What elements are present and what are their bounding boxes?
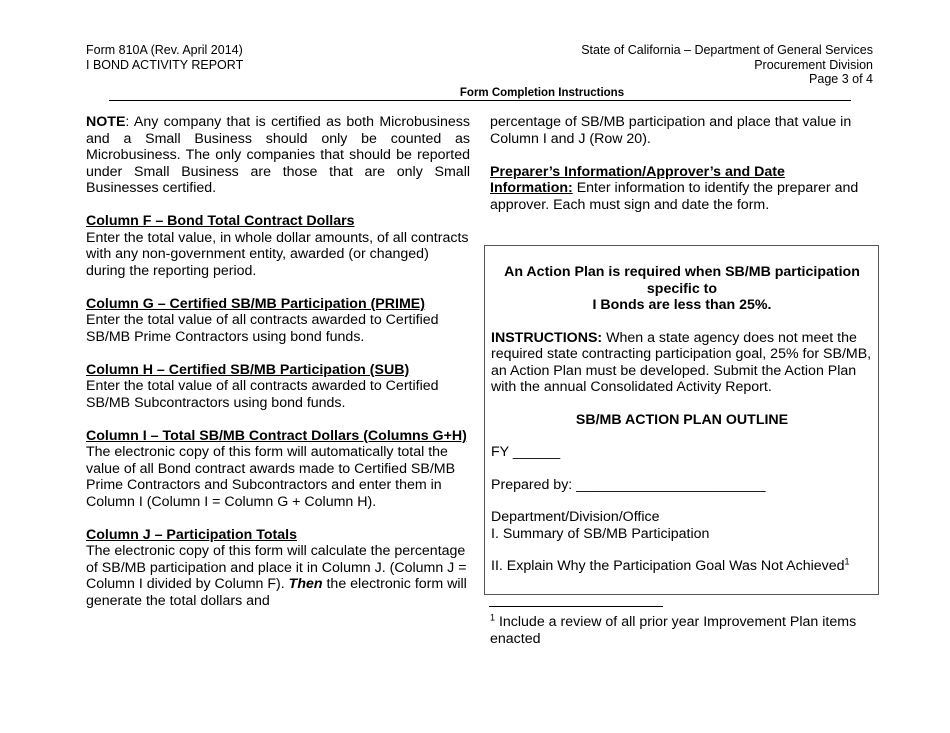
action-plan-instructions bbox=[491, 330, 873, 396]
column-g-heading: Column G – Certified SB/MB Participation (PRIME) bbox=[86, 295, 425, 312]
right-column bbox=[490, 114, 870, 230]
column-g-text: Enter the total value of all contracts awarded to Certified SB/MB Prime Contractors using bond funds. bbox=[86, 312, 439, 345]
note-paragraph bbox=[86, 114, 470, 197]
column-i-text: The electronic copy of this form will automatically total the value of all Bond contract awards made to Certified SB/MB Prime Contractors and Subcontractors and enter them in Column I (Column I = Column G + Column H). bbox=[86, 444, 456, 510]
footnote-reference: 1 bbox=[844, 556, 850, 567]
form-number: Form 810A (Rev. April 2014) bbox=[86, 43, 243, 57]
action-plan-title-line2: specific to bbox=[646, 280, 718, 297]
division-name: Procurement Division bbox=[754, 57, 873, 72]
outline-item-2 bbox=[491, 558, 873, 575]
column-h-section bbox=[86, 362, 470, 412]
column-i-section bbox=[86, 428, 470, 511]
note-label: NOTE bbox=[86, 114, 126, 130]
prepared-by-line: Prepared by: ________________________ bbox=[491, 476, 766, 493]
preparer-heading: Preparer’s Information/Approver’s and Date Information: bbox=[490, 163, 785, 196]
left-column bbox=[86, 114, 470, 626]
column-j-continued: percentage of SB/MB participation and place that value in Column I and J (Row 20). bbox=[490, 114, 852, 147]
column-h-text: Enter the total value of all contracts awarded to Certified SB/MB Subcontractors using bond funds. bbox=[86, 378, 439, 411]
agency-name: State of California – Department of General Services bbox=[581, 43, 873, 57]
preparer-text: Enter information to identify the preparer and approver. Each must sign and date the form. bbox=[490, 180, 859, 213]
column-g-section bbox=[86, 296, 470, 346]
column-j-heading: Column J – Participation Totals bbox=[86, 526, 298, 543]
form-title: I BOND ACTIVITY REPORT bbox=[86, 57, 244, 72]
column-j-text: The electronic copy of this form will calculate the percentage of SB/MB participation and place it in Column J. (Column J = Column I divided by Column F). bbox=[86, 543, 467, 592]
preparer-section bbox=[490, 164, 870, 214]
column-j-text-continued: the electronic form will generate the total dollars and bbox=[86, 576, 467, 609]
action-plan-box bbox=[484, 245, 879, 595]
footnote-divider bbox=[489, 606, 663, 607]
outline-item-1: I. Summary of SB/MB Participation bbox=[491, 525, 710, 542]
section-title: Form Completion Instructions bbox=[459, 87, 625, 99]
fy-line: FY ______ bbox=[491, 444, 561, 460]
form-header-left bbox=[86, 43, 243, 72]
column-j-then: Then bbox=[288, 576, 323, 592]
note-text: : Any company that is certified as both Microbusiness and a Small Business should only be counted as Microbusiness. The only companies that should be reported under Small Business are those that are only Small Businesses certified. bbox=[86, 114, 470, 196]
instructions-text: When a state agency does not meet the required state contracting participation goal, 25% for SB/MB, an Action Plan must be developed. Submit the Action Plan with the annual Consolidated Activity Report. bbox=[491, 329, 872, 395]
action-plan-title-line3: I Bonds are less than 25%. bbox=[592, 297, 772, 313]
action-plan-title bbox=[491, 264, 873, 314]
column-h-heading: Column H – Certified SB/MB Participation (SUB) bbox=[86, 361, 410, 378]
instructions-label: INSTRUCTIONS: bbox=[491, 329, 603, 346]
column-i-heading: Column I – Total SB/MB Contract Dollars (Columns G+H) bbox=[86, 427, 467, 444]
column-f-heading: Column F – Bond Total Contract Dollars bbox=[86, 213, 355, 229]
column-j-section bbox=[86, 527, 470, 610]
footnote-marker: 1 bbox=[490, 612, 496, 623]
outline-title: SB/MB ACTION PLAN OUTLINE bbox=[575, 411, 789, 428]
form-header-right bbox=[581, 43, 873, 87]
page-number: Page 3 of 4 bbox=[809, 72, 873, 86]
footnote-text: Include a review of all prior year Improvement Plan items enacted bbox=[490, 614, 857, 647]
footnote bbox=[490, 614, 875, 647]
section-divider bbox=[109, 100, 851, 101]
action-plan-title-line1: An Action Plan is required when SB/MB participation bbox=[504, 264, 860, 280]
department-line: Department/Division/Office bbox=[491, 509, 660, 525]
column-f-section bbox=[86, 213, 470, 279]
action-plan-content bbox=[491, 264, 873, 575]
outline-item-2-text: II. Explain Why the Participation Goal Was Not Achieved bbox=[491, 558, 845, 574]
column-f-text: Enter the total value, in whole dollar amounts, of all contracts with any non-government entity, awarded (or changed) during the reporting period. bbox=[86, 229, 469, 279]
